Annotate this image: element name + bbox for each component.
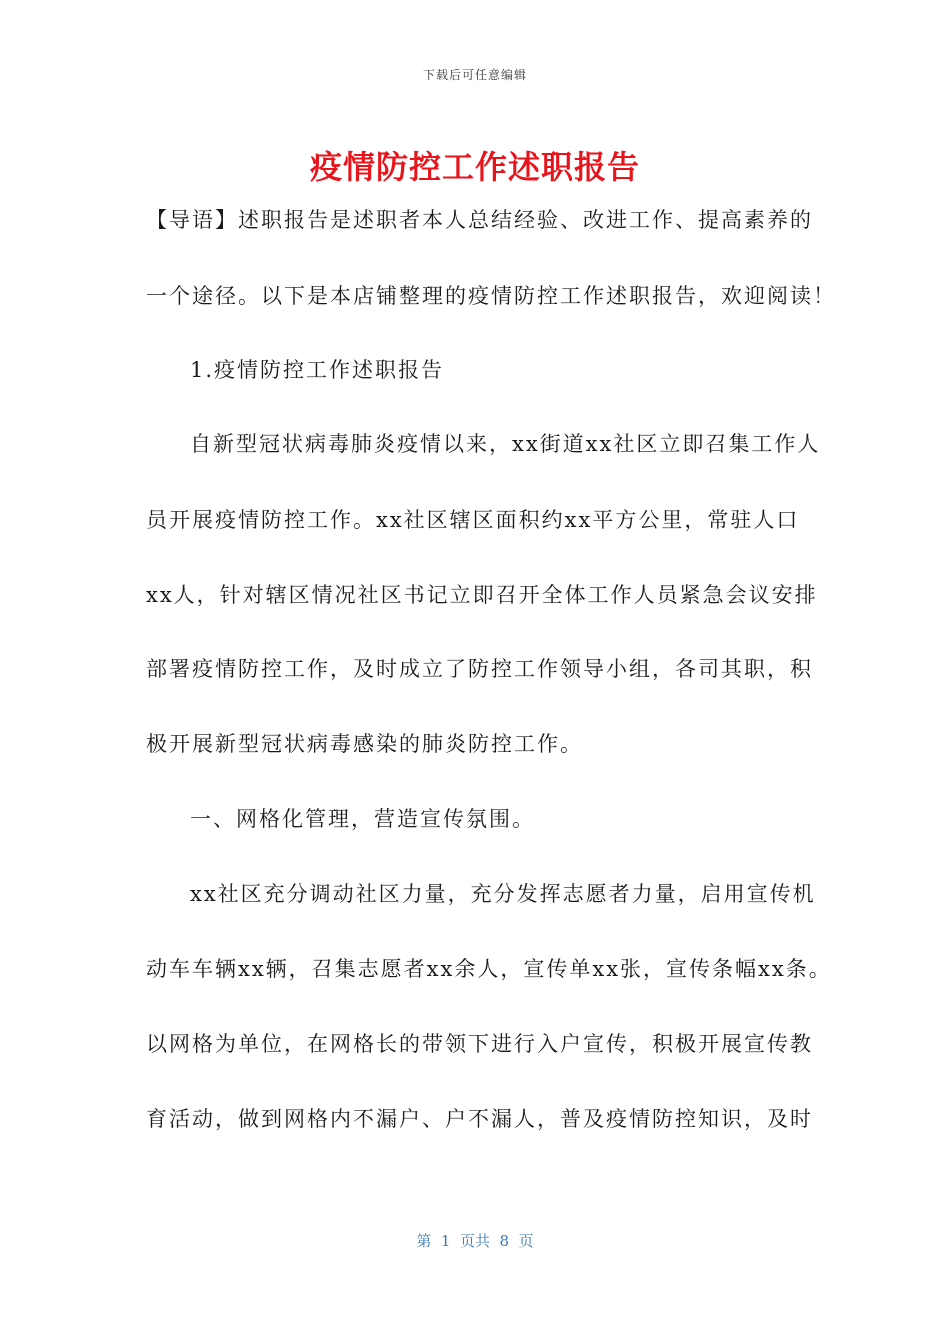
page-footer: 第 1 页共 8 页 bbox=[416, 1232, 534, 1250]
intro-line-1: 【导语】述职报告是述职者本人总结经验、改进工作、提高素养的 bbox=[146, 208, 813, 232]
paragraph-line: 以网格为单位，在网格长的带领下进行入户宣传，积极开展宣传教 bbox=[146, 1032, 813, 1056]
paragraph-line: 动车车辆xx辆，召集志愿者xx余人，宣传单xx张，宣传条幅xx条。 bbox=[146, 957, 832, 981]
paragraph-line: xx社区充分调动社区力量，充分发挥志愿者力量，启用宣传机 bbox=[190, 882, 816, 906]
paragraph-line: 极开展新型冠状病毒感染的肺炎防控工作。 bbox=[146, 732, 583, 756]
section-heading-1: 1.疫情防控工作述职报告 bbox=[190, 358, 445, 382]
paragraph-line: 员开展疫情防控工作。xx社区辖区面积约xx平方公里，常驻人口 bbox=[146, 508, 800, 532]
document-title: 疫情防控工作述职报告 bbox=[309, 148, 640, 186]
paragraph-line: 育活动，做到网格内不漏户、户不漏人，普及疫情防控知识，及时 bbox=[146, 1107, 813, 1131]
paragraph-line: 部署疫情防控工作，及时成立了防控工作领导小组，各司其职，积 bbox=[146, 657, 813, 681]
paragraph-line: xx人，针对辖区情况社区书记立即召开全体工作人员紧急会议安排 bbox=[146, 583, 818, 607]
header-note: 下载后可任意编辑 bbox=[422, 68, 527, 82]
paragraph-line: 自新型冠状病毒肺炎疫情以来，xx街道xx社区立即召集工作人 bbox=[190, 432, 821, 456]
intro-line-2: 一个途径。以下是本店铺整理的疫情防控工作述职报告，欢迎阅读！ bbox=[146, 284, 836, 308]
subsection-heading: 一、网格化管理，营造宣传氛围。 bbox=[190, 807, 535, 831]
